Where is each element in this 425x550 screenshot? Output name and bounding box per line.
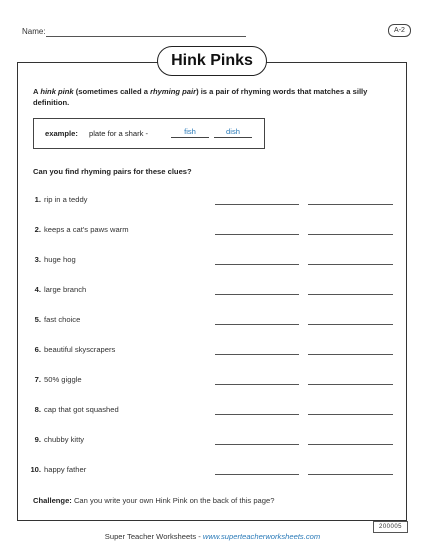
instruction-prompt: Can you find rhyming pairs for these clues? xyxy=(33,167,192,176)
answer-line-7b[interactable] xyxy=(308,384,393,385)
answer-line-4a[interactable] xyxy=(215,294,299,295)
challenge-text: Challenge: Can you write your own Hink Pink on the back of this page? xyxy=(33,496,275,505)
answer-line-2b[interactable] xyxy=(308,234,393,235)
worksheet-id-box: 200005 xyxy=(373,521,408,533)
answer-line-4b[interactable] xyxy=(308,294,393,295)
question-item: 5. fast choice xyxy=(34,315,81,324)
answer-line-5a[interactable] xyxy=(215,324,299,325)
example-label: example: xyxy=(45,129,78,138)
question-item: 10. happy father xyxy=(30,465,87,474)
answer-line-8a[interactable] xyxy=(215,414,299,415)
answer-line-6a[interactable] xyxy=(215,354,299,355)
answer-line-9a[interactable] xyxy=(215,444,299,445)
question-item: 3. huge hog xyxy=(34,255,76,264)
answer-line-3b[interactable] xyxy=(308,264,393,265)
answer-line-10b[interactable] xyxy=(308,474,393,475)
answer-line-1a[interactable] xyxy=(215,204,299,205)
question-item: 1. rip in a teddy xyxy=(34,195,88,204)
example-answer-1: fish xyxy=(171,127,209,138)
question-item: 7. 50% giggle xyxy=(34,375,82,384)
question-item: 6. beautiful skyscrapers xyxy=(34,345,116,354)
example-box xyxy=(33,118,265,149)
answer-line-7a[interactable] xyxy=(215,384,299,385)
question-item: 8. cap that got squashed xyxy=(34,405,119,414)
answer-line-8b[interactable] xyxy=(308,414,393,415)
question-item: 4. large branch xyxy=(34,285,87,294)
worksheet-code-badge: A-2 xyxy=(388,24,411,37)
example-clue: plate for a shark - xyxy=(89,129,149,138)
answer-line-2a[interactable] xyxy=(215,234,299,235)
answer-line-3a[interactable] xyxy=(215,264,299,265)
footer-url-link[interactable]: www.superteacherworksheets.com xyxy=(202,532,321,541)
answer-line-1b[interactable] xyxy=(308,204,393,205)
answer-line-5b[interactable] xyxy=(308,324,393,325)
page-title: Hink Pinks xyxy=(157,46,267,76)
intro-text: A hink pink (sometimes called a rhyming pair) is a pair of rhyming words that matches a silly definition. xyxy=(33,87,368,107)
answer-line-9b[interactable] xyxy=(308,444,393,445)
answer-line-10a[interactable] xyxy=(215,474,299,475)
name-field[interactable] xyxy=(46,36,246,37)
question-item: 9. chubby kitty xyxy=(34,435,85,444)
question-item: 2. keeps a cat's paws warm xyxy=(34,225,129,234)
footer-brand: Super Teacher Worksheets - xyxy=(104,532,203,541)
answer-line-6b[interactable] xyxy=(308,354,393,355)
footer xyxy=(0,532,425,541)
name-label: Name: xyxy=(22,27,46,36)
example-answer-2: dish xyxy=(214,127,252,138)
